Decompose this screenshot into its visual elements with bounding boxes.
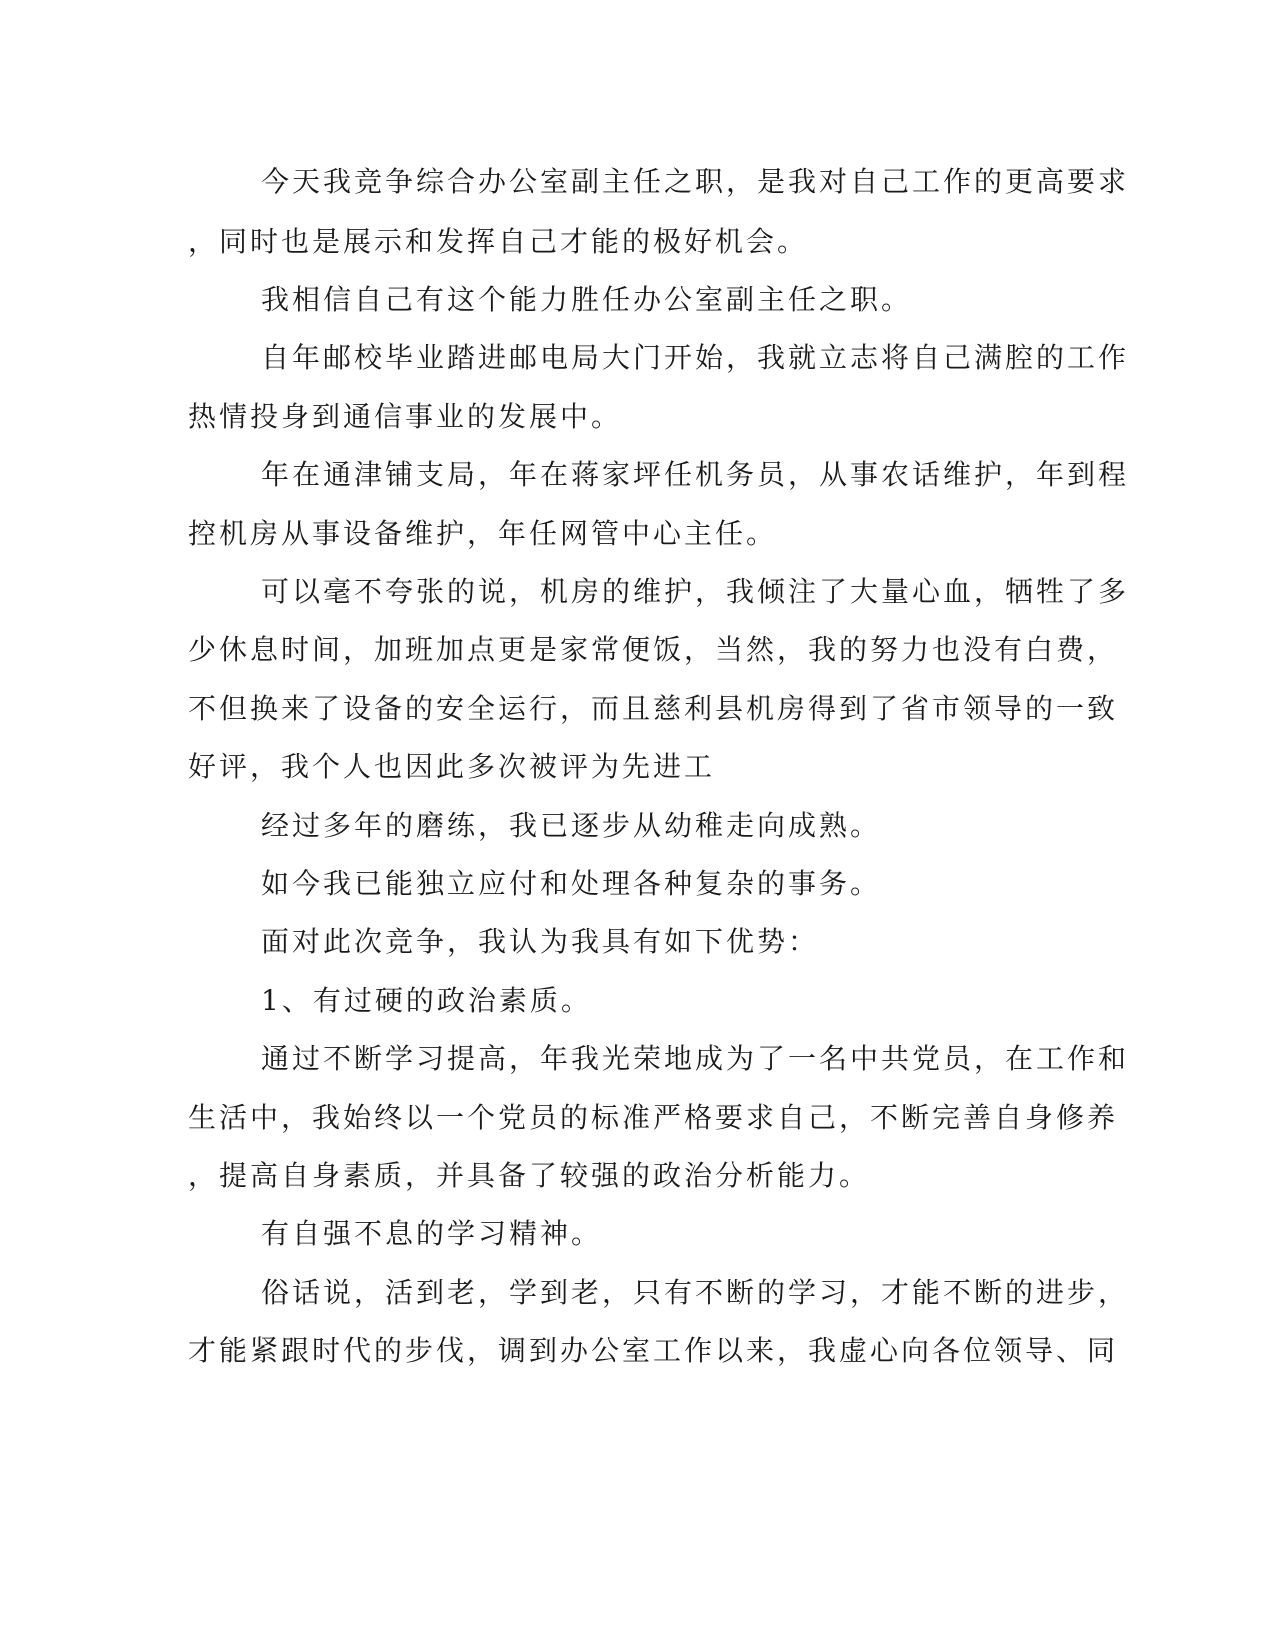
text-line: 有自强不息的学习精神。 [261,1217,603,1250]
text-line: 今天我竞争综合办公室副主任之职，是我对自己工作的更高要求 [261,165,1130,198]
text-line: 才能紧跟时代的步伐，调到办公室工作以来，我虚心向各位领导、同 [188,1334,1119,1367]
text-line: 好评，我个人也因此多次被评为先进工 [188,750,716,783]
text-line: ，提高自身素质，并具备了较强的政治分析能力。 [188,1159,871,1192]
text-line: 年在通津铺支局，年在蒋家坪任机务员，从事农话维护，年到程 [261,458,1130,491]
text-line: 生活中，我始终以一个党员的标准严格要求自己，不断完善自身修养 [188,1101,1119,1134]
text-line: 1、有过硬的政治素质。 [261,984,592,1017]
text-line: ，同时也是展示和发挥自己才能的极好机会。 [188,225,809,258]
text-line: 自年邮校毕业踏进邮电局大门开始，我就立志将自己满腔的工作 [261,341,1130,374]
text-line: 我相信自己有这个能力胜任办公室副主任之职。 [261,283,913,316]
text-line: 经过多年的磨练，我已逐步从幼稚走向成熟。 [261,809,882,842]
text-line: 如今我已能独立应付和处理各种复杂的事务。 [261,867,882,900]
text-line: 俗话说，活到老，学到老，只有不断的学习，才能不断的进步， [261,1276,1130,1309]
text-line: 可以毫不夸张的说，机房的维护，我倾注了大量心血，牺牲了多 [261,575,1130,608]
text-line: 少休息时间，加班加点更是家常便饭，当然，我的努力也没有白费， [188,633,1119,666]
text-line: 控机房从事设备维护，年任网管中心主任。 [188,517,778,550]
text-line: 面对此次竞争，我认为我具有如下优势： [261,925,820,958]
text-line: 热情投身到通信事业的发展中。 [188,400,623,433]
text-line: 不但换来了设备的安全运行，而且慈利县机房得到了省市领导的一致 [188,692,1119,725]
text-line: 通过不断学习提高，年我光荣地成为了一名中共党员，在工作和 [261,1042,1130,1075]
